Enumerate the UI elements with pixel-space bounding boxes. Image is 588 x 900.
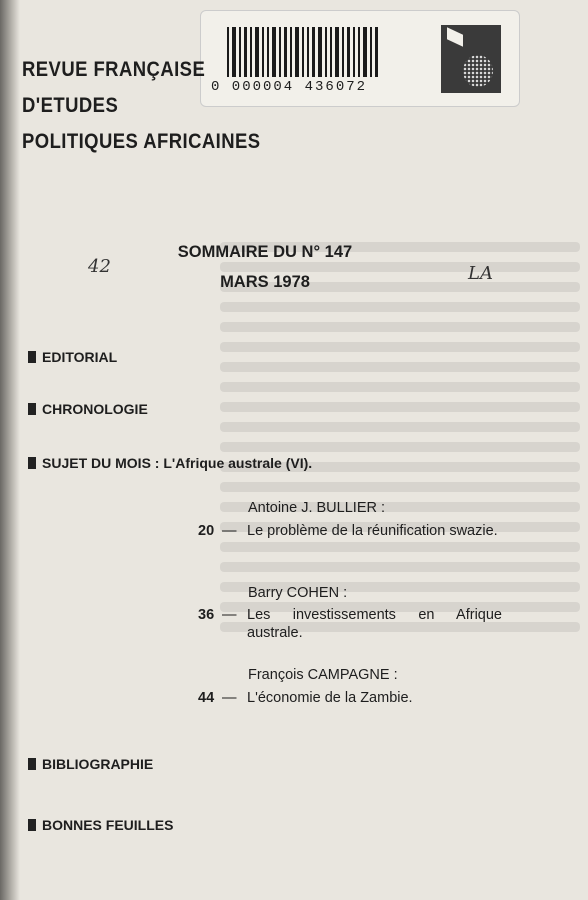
masthead-line-3: POLITIQUES AFRICAINES bbox=[22, 130, 261, 153]
publisher-logo bbox=[441, 25, 501, 93]
binding-spine bbox=[0, 0, 20, 900]
article-title: Le problème de la réunification swazie. bbox=[247, 523, 498, 539]
bullet-square bbox=[28, 403, 36, 415]
article-author: François CAMPAGNE : bbox=[248, 667, 398, 683]
barcode-number: 0 000004 436072 bbox=[211, 79, 368, 95]
section-bonnes-feuilles: BONNES FEUILLES bbox=[28, 817, 173, 833]
article-entry: 20 — Le problème de la réunification swazie. bbox=[190, 522, 502, 540]
article-page: 20 bbox=[198, 523, 215, 539]
issue-heading bbox=[160, 237, 370, 297]
bullet-square bbox=[28, 758, 36, 770]
section-bibliographie: BIBLIOGRAPHIE bbox=[28, 756, 153, 772]
article-entry: 36 — Les investissements en Afrique australe. bbox=[198, 607, 502, 641]
section-sujet-du-mois: SUJET DU MOIS : L'Afrique australe (VI). bbox=[28, 455, 312, 471]
issue-number: SOMMAIRE DU N° 147 bbox=[177, 243, 353, 261]
masthead-line-1: REVUE FRANÇAISE bbox=[22, 58, 206, 81]
masthead-line-2: D'ETUDES bbox=[22, 94, 119, 117]
article-title: L'économie de la Zambie. bbox=[247, 690, 413, 706]
section-editorial: EDITORIAL bbox=[28, 349, 117, 365]
section-chronologie: CHRONOLOGIE bbox=[28, 401, 148, 417]
article-entry: 44 — L'économie de la Zambie. bbox=[190, 689, 502, 707]
article-page: 44 bbox=[198, 690, 215, 706]
article-page: 36 bbox=[198, 607, 215, 623]
handwritten-note-left: 42 bbox=[88, 256, 111, 277]
article-author: Antoine J. BULLIER : bbox=[248, 500, 386, 516]
journal-masthead bbox=[22, 52, 261, 160]
article-title: Les investissements en Afrique australe. bbox=[247, 607, 502, 641]
bullet-square bbox=[28, 819, 36, 831]
bullet-square bbox=[28, 351, 36, 363]
article-author: Barry COHEN : bbox=[248, 585, 348, 601]
issue-date: MARS 1978 bbox=[220, 273, 310, 291]
bullet-square bbox=[28, 457, 36, 469]
handwritten-note-right: LA bbox=[468, 263, 493, 284]
